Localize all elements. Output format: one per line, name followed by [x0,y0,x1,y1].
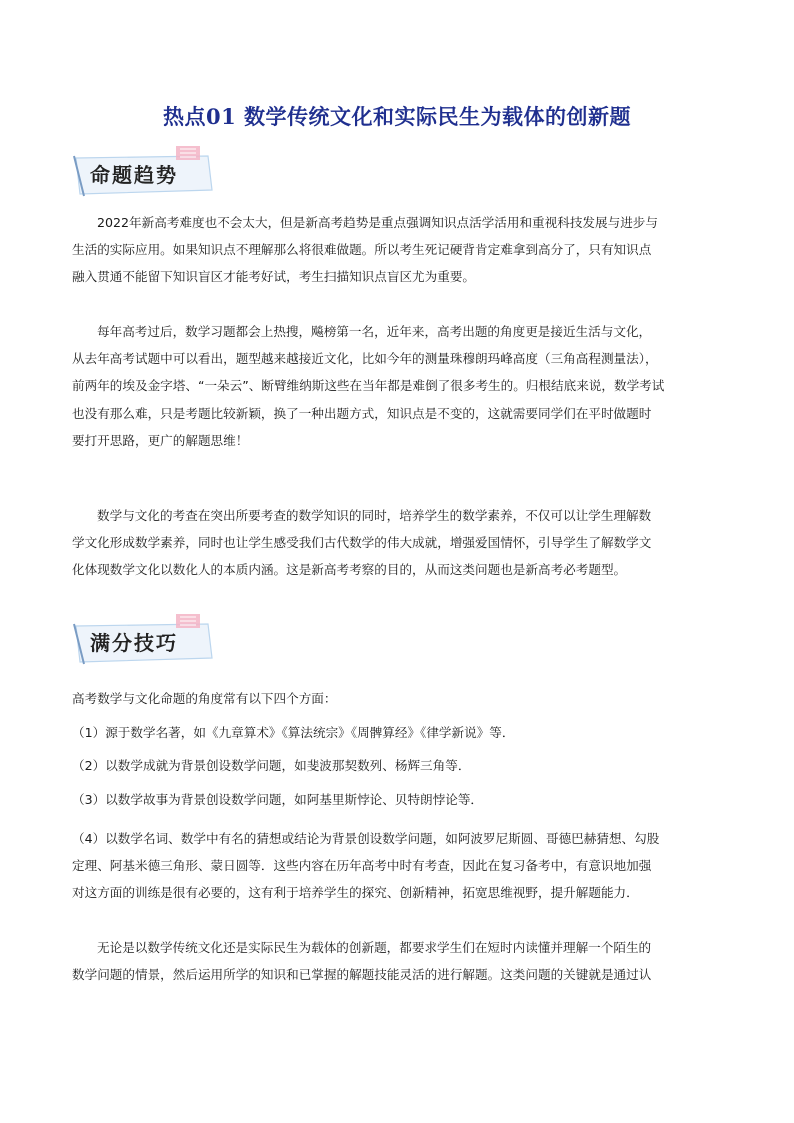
tips-list [72,682,724,816]
text-line: 要打开思路，更广的解题思维！ [72,432,249,448]
list-item: （1）源于数学名著，如《九章算术》《算法统宗》《周髀算经》《律学新说》等． [72,724,515,740]
text-line: 化体现数学文化以数化人的本质内涵。这是新高考考察的目的，从而这类问题也是新高考必考题型。 [72,562,627,578]
text-line: 融入贯通不能留下知识盲区才能考好试，考生扫描知识点盲区尤为重要。 [72,269,475,285]
paragraph [72,934,724,988]
text-line: 数学问题的情景，然后运用所学的知识和已掌握的解题技能灵活的进行解题。这类问题的关键就是通过认 [72,967,652,983]
section-heading-label: 命题趋势 [90,163,178,187]
paragraph [72,209,724,291]
text-line: 前两年的埃及金字塔、“一朵云”、断臂维纳斯这些在当年都是难倒了很多考生的。归根结底来说，数学考试 [72,378,665,394]
section-heading-trend [72,146,222,202]
text-line: 对这方面的训练是很有必要的，这有利于培养学生的探究、创新精神，拓宽思维视野，提升解题能力． [72,885,639,901]
list-item-4 [72,825,724,907]
text-line: 定理、阿基米德三角形、蒙日圆等．这些内容在历年高考中时有考查，因此在复习备考中，有意识地加强 [72,858,652,874]
text-line: 从去年高考试题中可以看出，题型越来越接近文化，比如今年的测量珠穆朗玛峰高度（三角高程测量法）， [72,351,658,367]
text-line: 生活的实际应用。如果知识点不理解那么将很难做题。所以考生死记硬背肯定难拿到高分了，只有知识点 [72,242,652,258]
text-line: 2022年新高考难度也不会太大，但是新高考趋势是重点强调知识点活学活用和重视科技发展与进步与 [97,215,658,230]
paragraph [72,502,724,584]
list-item: 高考数学与文化命题的角度常有以下四个方面： [72,691,337,706]
text-line: 学文化形成数学素养，同时也让学生感受我们古代数学的伟大成就，增强爱国情怀，引导学生了解数学文 [72,535,652,551]
text-line: 无论是以数学传统文化还是实际民生为载体的创新题，都要求学生们在短时内读懂并理解一个陌生的 [97,940,652,955]
text-line: 数学与文化的考查在突出所要考查的数学知识的同时，培养学生的数学素养，不仅可以让学生理解数 [97,508,652,523]
section-heading-label: 满分技巧 [90,631,178,655]
paragraph [72,318,724,454]
text-line: （4）以数学名词、数学中有名的猜想或结论为背景创设数学问题，如阿波罗尼斯圆、哥德巴赫猜想、勾股 [72,831,660,846]
list-item: （2）以数学成就为背景创设数学问题，如斐波那契数列、杨辉三角等． [72,758,471,773]
text-line: 每年高考过后，数学习题都会上热搜，飚榜第一名，近年来，高考出题的角度更是接近生活与文化， [97,324,652,339]
page-title: 热点01 数学传统文化和实际民生为载体的创新题 [162,104,632,129]
list-item: （3）以数学故事为背景创设数学问题，如阿基里斯悖论、贝特朗悖论等． [72,791,484,807]
section-heading-tips [72,614,222,670]
text-line: 也没有那么难，只是考题比较新颖，换了一种出题方式，知识点是不变的，这就需要同学们在平时做题时 [72,405,652,421]
